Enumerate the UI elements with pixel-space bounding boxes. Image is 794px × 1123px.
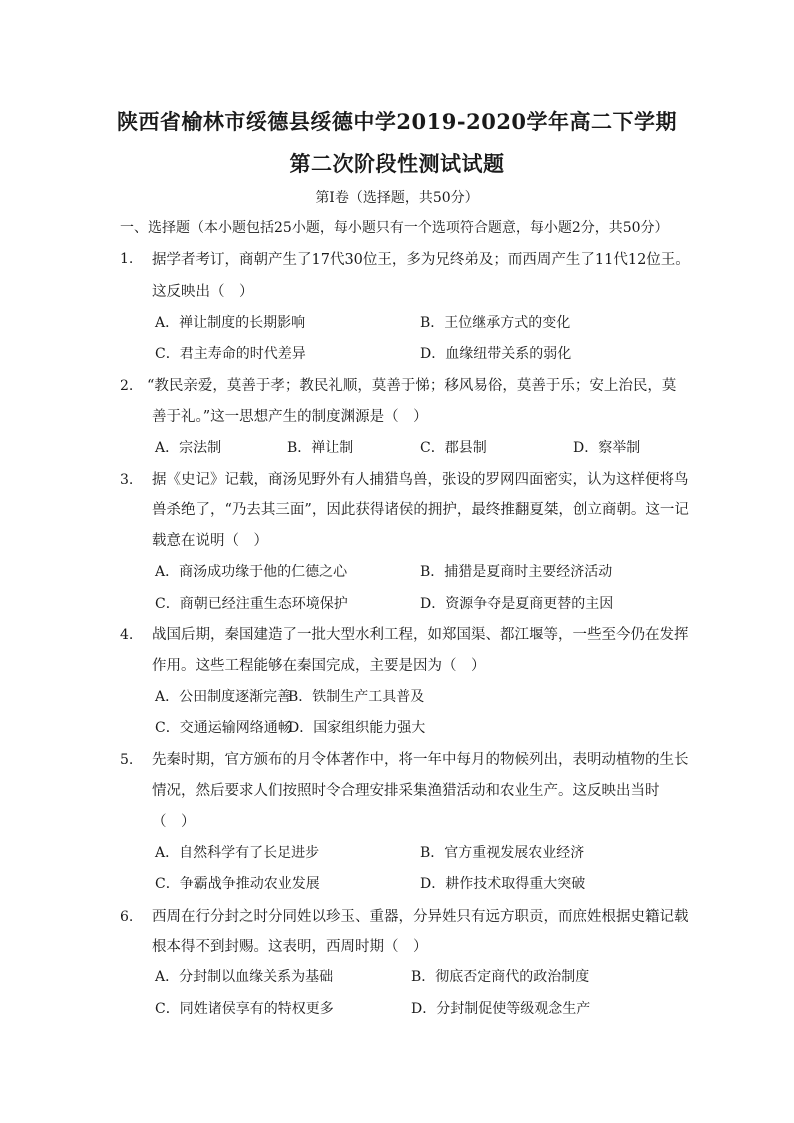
question-number: 5. bbox=[120, 752, 134, 768]
option-d: D．分封制促使等级观念生产 bbox=[411, 1001, 591, 1017]
question-number: 3. bbox=[120, 472, 134, 488]
option-d: D．国家组织能力强大 bbox=[288, 720, 426, 736]
question-number: 1. bbox=[120, 251, 134, 267]
option-d: D．资源争夺是夏商更替的主因 bbox=[420, 596, 614, 612]
question-number: 2. bbox=[120, 378, 134, 394]
option-c: C．同姓诸侯享有的特权更多 bbox=[155, 1001, 334, 1017]
part-heading: 第I卷（选择题，共50分） bbox=[315, 190, 479, 206]
option-b: B．彻底否定商代的政治制度 bbox=[411, 969, 590, 985]
option-b: B．王位继承方式的变化 bbox=[420, 315, 571, 331]
option-c: C．君主寿命的时代差异 bbox=[155, 346, 306, 362]
question-text-line: 这反映出（ ） bbox=[152, 284, 254, 300]
question-text-line: “教民亲爱，莫善于孝；教民礼顺，莫善于悌；移风易俗，莫善于乐；安上治民，莫 bbox=[147, 378, 677, 394]
option-d: D．察举制 bbox=[573, 440, 641, 456]
option-a: A．宗法制 bbox=[155, 440, 222, 456]
option-b: B．捕猎是夏商时主要经济活动 bbox=[420, 564, 613, 580]
option-b: B．铁制生产工具普及 bbox=[288, 689, 425, 705]
question-text-line: 情况，然后要求人们按照时令合理安排采集渔猎活动和农业生产。这反映出当时 bbox=[152, 783, 660, 799]
option-c: C．争霸战争推动农业发展 bbox=[155, 876, 320, 892]
question-text-line: （ ） bbox=[152, 814, 196, 830]
option-d: D．血缘纽带关系的弱化 bbox=[420, 346, 572, 362]
question-text-line: 战国后期，秦国建造了一批大型水利工程，如郑国渠、都江堰等，一些至今仍在发挥 bbox=[152, 627, 689, 643]
option-a: A．禅让制度的长期影响 bbox=[155, 315, 306, 331]
question-text-line: 据学者考订，商朝产生了17代30位王，多为兄终弟及；而西周产生了11代12位王。 bbox=[152, 252, 690, 268]
question-text-line: 据《史记》记载，商汤见野外有人捕猎鸟兽，张设的罗网四面密实，认为这样便将鸟 bbox=[152, 472, 689, 488]
option-d: D．耕作技术取得重大突破 bbox=[420, 876, 586, 892]
exam-title-line2: 第二次阶段性测试试题 bbox=[289, 151, 505, 176]
option-b: B．禅让制 bbox=[287, 440, 354, 456]
section-heading: 一、选择题（本小题包括25小题，每小题只有一个选项符合题意，每小题2分，共50分） bbox=[120, 220, 669, 236]
exam-title-line1: 陕西省榆林市绥德县绥德中学2019-2020学年高二下学期 bbox=[116, 109, 678, 134]
question-text-line: 西周在行分封之时分同姓以珍玉、重器，分异姓只有远方职贡，而庶姓根据史籍记载 bbox=[152, 909, 689, 925]
option-a: A．公田制度逐渐完善 bbox=[155, 689, 292, 705]
option-c: C．郡县制 bbox=[420, 440, 487, 456]
question-number: 4. bbox=[120, 627, 134, 643]
option-a: A．商汤成功缘于他的仁德之心 bbox=[155, 564, 348, 580]
option-c: C．商朝已经注重生态环境保护 bbox=[155, 596, 348, 612]
question-text-line: 根本得不到封赐。这表明，西周时期（ ） bbox=[152, 939, 428, 955]
question-text-line: 作用。这些工程能够在秦国完成，主要是因为（ ） bbox=[152, 658, 486, 674]
question-number: 6. bbox=[120, 909, 134, 925]
option-b: B．官方重视发展农业经济 bbox=[420, 845, 585, 861]
question-text-line: 先秦时期，官方颁布的月令体著作中，将一年中每月的物候列出，表明动植物的生长 bbox=[152, 752, 689, 768]
question-text-line: 兽杀绝了，“乃去其三面”，因此获得诸侯的拥护，最终推翻夏桀，创立商朝。这一记 bbox=[152, 502, 689, 518]
option-c: C．交通运输网络通畅 bbox=[155, 720, 292, 736]
option-a: A．自然科学有了长足进步 bbox=[155, 845, 320, 861]
option-a: A．分封制以血缘关系为基础 bbox=[155, 969, 334, 985]
question-text-line: 善于礼。”这一思想产生的制度渊源是（ ） bbox=[152, 409, 428, 425]
question-text-line: 载意在说明（ ） bbox=[152, 533, 268, 549]
